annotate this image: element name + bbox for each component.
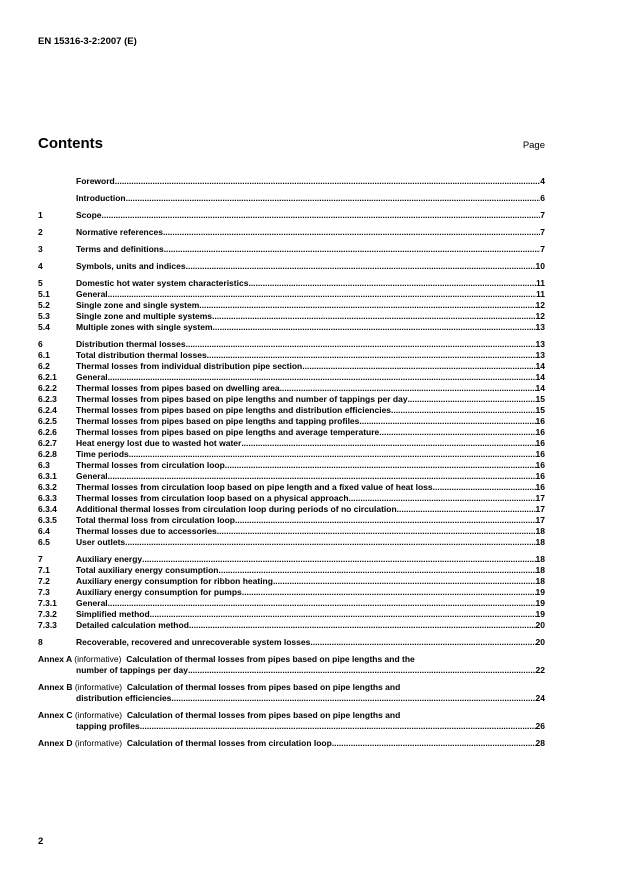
toc-leader-dots bbox=[379, 427, 535, 438]
toc-entry-title: Total distribution thermal losses bbox=[76, 350, 207, 360]
toc-entry-page: 12 bbox=[535, 300, 545, 310]
toc-entry-title: Scope bbox=[76, 210, 102, 220]
toc-entry[interactable] bbox=[38, 210, 545, 221]
toc-entry[interactable] bbox=[38, 311, 545, 322]
toc-entry-number: 6.3.5 bbox=[38, 515, 57, 525]
toc-entry-number: 6.3.2 bbox=[38, 482, 57, 492]
annex-title: Calculation of thermal losses from pipes based on pipe lengths and bbox=[126, 710, 401, 720]
toc-entry-page: 16 bbox=[535, 460, 545, 470]
toc-entry-title: Single zone and single system bbox=[76, 300, 200, 310]
annex-title-cont: distribution efficiencies bbox=[76, 693, 172, 703]
toc-entry-page: 15 bbox=[535, 394, 545, 404]
toc-leader-dots bbox=[102, 210, 541, 221]
toc-leader-dots bbox=[171, 693, 535, 704]
toc-entry[interactable] bbox=[38, 515, 545, 526]
toc-entry-title: Thermal losses from pipes based on pipe lengths and tapping profiles bbox=[76, 416, 360, 426]
toc-entry-page: 18 bbox=[535, 554, 545, 564]
toc-entry[interactable] bbox=[38, 460, 545, 471]
toc-entry-page: 18 bbox=[535, 526, 545, 536]
toc-entry-title: General bbox=[76, 598, 108, 608]
toc-entry-title: Thermal losses from circulation loop based on a physical approach bbox=[76, 493, 349, 503]
toc-entry[interactable] bbox=[38, 405, 545, 416]
toc-entry[interactable] bbox=[38, 300, 545, 311]
toc-entry[interactable] bbox=[38, 449, 545, 460]
toc-leader-dots bbox=[129, 449, 536, 460]
toc-entry[interactable] bbox=[38, 350, 545, 361]
toc-entry-page: 13 bbox=[535, 339, 545, 349]
toc-leader-dots bbox=[199, 300, 535, 311]
toc-entry[interactable] bbox=[38, 493, 545, 504]
toc-entry-number: 6.2.4 bbox=[38, 405, 57, 415]
toc-leader-dots bbox=[248, 278, 536, 289]
toc-leader-dots bbox=[108, 471, 536, 482]
toc-entry-page: 17 bbox=[535, 515, 545, 525]
toc-entry-page: 15 bbox=[535, 405, 545, 415]
toc-entry[interactable] bbox=[38, 637, 545, 648]
toc-entry-title: Thermal losses from circulation loop bbox=[76, 460, 225, 470]
toc-entry-title: Thermal losses from pipes based on pipe lengths and distribution efficiencies bbox=[76, 405, 392, 415]
toc-entry-title: Thermal losses from circulation loop based on pipe length and a fixed value of heat loss bbox=[76, 482, 433, 492]
toc-leader-dots bbox=[126, 193, 541, 204]
annex-informative: (informative) bbox=[74, 682, 123, 692]
toc-entry-title: Thermal losses from pipes based on pipe lengths and number of tappings per day bbox=[76, 394, 408, 404]
toc-entry-number: 6.5 bbox=[38, 537, 50, 547]
toc-entry-title: Single zone and multiple systems bbox=[76, 311, 213, 321]
toc-entry-page: 13 bbox=[535, 350, 545, 360]
toc-entry-number: 6.2 bbox=[38, 361, 50, 371]
toc-entry-number: 6.1 bbox=[38, 350, 50, 360]
toc-entry-page: 20 bbox=[535, 620, 545, 630]
toc-entry-page: 14 bbox=[535, 383, 545, 393]
toc-entry[interactable] bbox=[38, 565, 545, 576]
toc-entry[interactable] bbox=[38, 609, 545, 620]
toc-leader-dots bbox=[433, 482, 536, 493]
toc-entry-number: 4 bbox=[38, 261, 43, 271]
toc-entry-title: Distribution thermal losses bbox=[76, 339, 186, 349]
toc-entry-number: 7.3.3 bbox=[38, 620, 57, 630]
annex-page: 26 bbox=[535, 721, 545, 731]
toc-entry-page: 16 bbox=[535, 438, 545, 448]
toc-leader-dots bbox=[150, 609, 536, 620]
toc-entry-page: 16 bbox=[535, 449, 545, 459]
toc-entry-number: 6.2.3 bbox=[38, 394, 57, 404]
toc-entry-page: 12 bbox=[535, 311, 545, 321]
toc-entry-page: 18 bbox=[535, 537, 545, 547]
toc-leader-dots bbox=[242, 587, 536, 598]
toc-entry-number: 5.2 bbox=[38, 300, 50, 310]
toc-entry-title: Thermal losses from pipes based on dwelling area bbox=[76, 383, 280, 393]
toc-leader-dots bbox=[280, 383, 536, 394]
toc-entry-page: 19 bbox=[535, 587, 545, 597]
annex-title-cont: tapping profiles bbox=[76, 721, 140, 731]
annex-label: Annex B bbox=[38, 682, 73, 692]
toc-entry[interactable] bbox=[38, 526, 545, 537]
toc-leader-dots bbox=[186, 339, 536, 350]
toc-entry-title: Normative references bbox=[76, 227, 163, 237]
toc-entry-title: Auxiliary energy consumption for ribbon heating bbox=[76, 576, 273, 586]
annex-informative: (informative) bbox=[74, 654, 122, 664]
toc-entry-page: 7 bbox=[540, 227, 545, 237]
page-number: 2 bbox=[38, 836, 44, 847]
toc-entry-title: Foreword bbox=[76, 176, 115, 186]
toc-entry[interactable] bbox=[38, 438, 545, 449]
annex-informative: (informative) bbox=[74, 710, 123, 720]
toc-entry[interactable] bbox=[38, 193, 545, 204]
toc-entry-number: 6.4 bbox=[38, 526, 50, 536]
toc-leader-dots bbox=[142, 554, 535, 565]
toc-leader-dots bbox=[235, 515, 536, 526]
toc-entry-number: 7 bbox=[38, 554, 43, 564]
toc-entry-number: 6.2.6 bbox=[38, 427, 57, 437]
toc-leader-dots bbox=[225, 460, 536, 471]
toc-entry-title: Simplified method bbox=[76, 609, 150, 619]
toc-entry-number: 6.2.5 bbox=[38, 416, 57, 426]
toc-leader-dots bbox=[213, 322, 536, 333]
toc-entry-title: Additional thermal losses from circulation loop during periods of no circulation bbox=[76, 504, 397, 514]
toc-annex-entry[interactable] bbox=[38, 654, 545, 676]
toc-entry-number: 6.3.3 bbox=[38, 493, 57, 503]
annex-title: Calculation of thermal losses from circulation loop bbox=[126, 738, 332, 748]
toc-entry[interactable] bbox=[38, 598, 545, 609]
annex-label: Annex D bbox=[38, 738, 73, 748]
toc-entry[interactable] bbox=[38, 537, 545, 548]
toc-entry-number: 5.4 bbox=[38, 322, 50, 332]
toc-entry-title: Time periods bbox=[76, 449, 129, 459]
toc-leader-dots bbox=[115, 176, 541, 187]
toc-entry[interactable] bbox=[38, 289, 545, 300]
table-of-contents bbox=[38, 176, 545, 749]
toc-leader-dots bbox=[273, 576, 536, 587]
toc-entry[interactable] bbox=[38, 587, 545, 598]
toc-entry-page: 16 bbox=[535, 482, 545, 492]
annex-page: 24 bbox=[535, 693, 545, 703]
toc-leader-dots bbox=[218, 565, 535, 576]
toc-entry-page: 19 bbox=[535, 598, 545, 608]
toc-leader-dots bbox=[188, 665, 536, 676]
toc-entry-number: 5.3 bbox=[38, 311, 50, 321]
toc-entry-number: 7.3.2 bbox=[38, 609, 57, 619]
toc-leader-dots bbox=[310, 637, 535, 648]
toc-leader-dots bbox=[349, 493, 536, 504]
toc-entry-title: Detailed calculation method bbox=[76, 620, 189, 630]
toc-entry-number: 6.2.7 bbox=[38, 438, 57, 448]
toc-entry[interactable] bbox=[38, 176, 545, 187]
toc-entry-title: Heat energy lost due to wasted hot water bbox=[76, 438, 242, 448]
toc-entry-number: 6.2.1 bbox=[38, 372, 57, 382]
toc-entry-page: 16 bbox=[535, 471, 545, 481]
toc-entry-number: 6.3 bbox=[38, 460, 50, 470]
toc-leader-dots bbox=[164, 244, 541, 255]
toc-leader-dots bbox=[241, 438, 535, 449]
toc-entry-number: 8 bbox=[38, 637, 43, 647]
toc-entry-page: 10 bbox=[535, 261, 545, 271]
toc-entry-title: Thermal losses due to accessories bbox=[76, 526, 217, 536]
toc-entry-page: 7 bbox=[540, 244, 545, 254]
toc-entry-title: Thermal losses from individual distribution pipe section bbox=[76, 361, 303, 371]
toc-entry[interactable] bbox=[38, 361, 545, 372]
toc-entry-number: 6.3.4 bbox=[38, 504, 57, 514]
toc-leader-dots bbox=[125, 537, 535, 548]
toc-entry-page: 11 bbox=[536, 278, 545, 288]
toc-entry-title: Symbols, units and indices bbox=[76, 261, 186, 271]
toc-entry-title: Thermal losses from pipes based on pipe lengths and average temperature bbox=[76, 427, 380, 437]
toc-leader-dots bbox=[186, 261, 536, 272]
toc-leader-dots bbox=[207, 350, 536, 361]
toc-entry-page: 19 bbox=[535, 609, 545, 619]
annex-label: Annex A bbox=[38, 654, 72, 664]
toc-leader-dots bbox=[108, 289, 536, 300]
toc-entry[interactable] bbox=[38, 261, 545, 272]
toc-entry-number: 6.3.1 bbox=[38, 471, 57, 481]
toc-entry-page: 16 bbox=[535, 416, 545, 426]
toc-entry-page: 17 bbox=[535, 504, 545, 514]
toc-leader-dots bbox=[140, 721, 536, 732]
toc-leader-dots bbox=[212, 311, 535, 322]
toc-entry[interactable] bbox=[38, 339, 545, 350]
toc-entry-page: 17 bbox=[535, 493, 545, 503]
toc-entry[interactable] bbox=[38, 576, 545, 587]
toc-entry-number: 7.3 bbox=[38, 587, 50, 597]
annex-title: Calculation of thermal losses from pipes based on pipe lengths and the bbox=[126, 654, 415, 664]
annex-page: 28 bbox=[535, 738, 545, 748]
page-column-label: Page bbox=[522, 140, 545, 151]
toc-annex-entry[interactable] bbox=[38, 738, 545, 749]
toc-entry[interactable] bbox=[38, 427, 545, 438]
toc-annex-entry[interactable] bbox=[38, 710, 545, 732]
contents-heading: Contents bbox=[38, 135, 103, 152]
toc-leader-dots bbox=[408, 394, 536, 405]
toc-entry-number: 6.2.8 bbox=[38, 449, 57, 459]
annex-title: Calculation of thermal losses from pipes based on pipe lengths and bbox=[126, 682, 401, 692]
toc-leader-dots bbox=[108, 372, 536, 383]
toc-leader-dots bbox=[108, 598, 536, 609]
toc-entry-page: 18 bbox=[535, 576, 545, 586]
toc-leader-dots bbox=[302, 361, 535, 372]
toc-leader-dots bbox=[332, 738, 536, 749]
toc-entry[interactable] bbox=[38, 227, 545, 238]
toc-entry-title: Multiple zones with single system bbox=[76, 322, 213, 332]
toc-entry-page: 11 bbox=[536, 289, 545, 299]
toc-entry-page: 6 bbox=[540, 193, 545, 203]
toc-leader-dots bbox=[359, 416, 535, 427]
toc-entry-title: General bbox=[76, 471, 108, 481]
toc-entry-number: 5.1 bbox=[38, 289, 50, 299]
toc-entry-page: 18 bbox=[535, 565, 545, 575]
toc-annex-entry[interactable] bbox=[38, 682, 545, 704]
toc-entry-number: 1 bbox=[38, 210, 43, 220]
toc-entry-number: 7.3.1 bbox=[38, 598, 57, 608]
toc-entry[interactable] bbox=[38, 416, 545, 427]
toc-entry[interactable] bbox=[38, 372, 545, 383]
document-header: EN 15316-3-2:2007 (E) bbox=[38, 36, 137, 47]
toc-leader-dots bbox=[163, 227, 540, 238]
toc-entry-title: Auxiliary energy consumption for pumps bbox=[76, 587, 242, 597]
toc-entry-number: 6 bbox=[38, 339, 43, 349]
annex-title-cont: number of tappings per day bbox=[76, 665, 188, 675]
annex-page: 22 bbox=[535, 665, 545, 675]
toc-entry[interactable] bbox=[38, 244, 545, 255]
toc-entry-page: 4 bbox=[540, 176, 545, 186]
toc-leader-dots bbox=[391, 405, 535, 416]
toc-entry-number: 2 bbox=[38, 227, 43, 237]
toc-entry-number: 7.1 bbox=[38, 565, 50, 575]
toc-entry-number: 7.2 bbox=[38, 576, 50, 586]
toc-entry-title: Terms and definitions bbox=[76, 244, 164, 254]
toc-entry-title: Domestic hot water system characteristics bbox=[76, 278, 249, 288]
toc-entry-title: Total auxiliary energy consumption bbox=[76, 565, 219, 575]
toc-entry-title: Introduction bbox=[76, 193, 126, 203]
toc-entry[interactable] bbox=[38, 394, 545, 405]
toc-entry-title: Recoverable, recovered and unrecoverable system losses bbox=[76, 637, 311, 647]
toc-entry[interactable] bbox=[38, 471, 545, 482]
toc-leader-dots bbox=[189, 620, 536, 631]
toc-entry-number: 5 bbox=[38, 278, 43, 288]
toc-entry-page: 13 bbox=[535, 322, 545, 332]
toc-entry-page: 14 bbox=[535, 361, 545, 371]
toc-entry[interactable] bbox=[38, 278, 545, 289]
toc-entry-page: 14 bbox=[535, 372, 545, 382]
toc-leader-dots bbox=[217, 526, 536, 537]
annex-label: Annex C bbox=[38, 710, 73, 720]
toc-entry-title: General bbox=[76, 372, 108, 382]
toc-entry-title: Total thermal loss from circulation loop bbox=[76, 515, 236, 525]
toc-entry-page: 7 bbox=[540, 210, 545, 220]
toc-entry[interactable] bbox=[38, 482, 545, 493]
toc-entry-page: 16 bbox=[535, 427, 545, 437]
toc-entry[interactable] bbox=[38, 504, 545, 515]
toc-entry-title: General bbox=[76, 289, 108, 299]
annex-informative: (informative) bbox=[74, 738, 123, 748]
toc-leader-dots bbox=[397, 504, 536, 515]
toc-entry[interactable] bbox=[38, 322, 545, 333]
toc-entry-number: 6.2.2 bbox=[38, 383, 57, 393]
toc-entry-number: 3 bbox=[38, 244, 43, 254]
toc-entry-title: User outlets bbox=[76, 537, 126, 547]
toc-entry-title: Auxiliary energy bbox=[76, 554, 143, 564]
toc-entry[interactable] bbox=[38, 383, 545, 394]
toc-entry-page: 20 bbox=[535, 637, 545, 647]
toc-entry[interactable] bbox=[38, 554, 545, 565]
toc-entry[interactable] bbox=[38, 620, 545, 631]
